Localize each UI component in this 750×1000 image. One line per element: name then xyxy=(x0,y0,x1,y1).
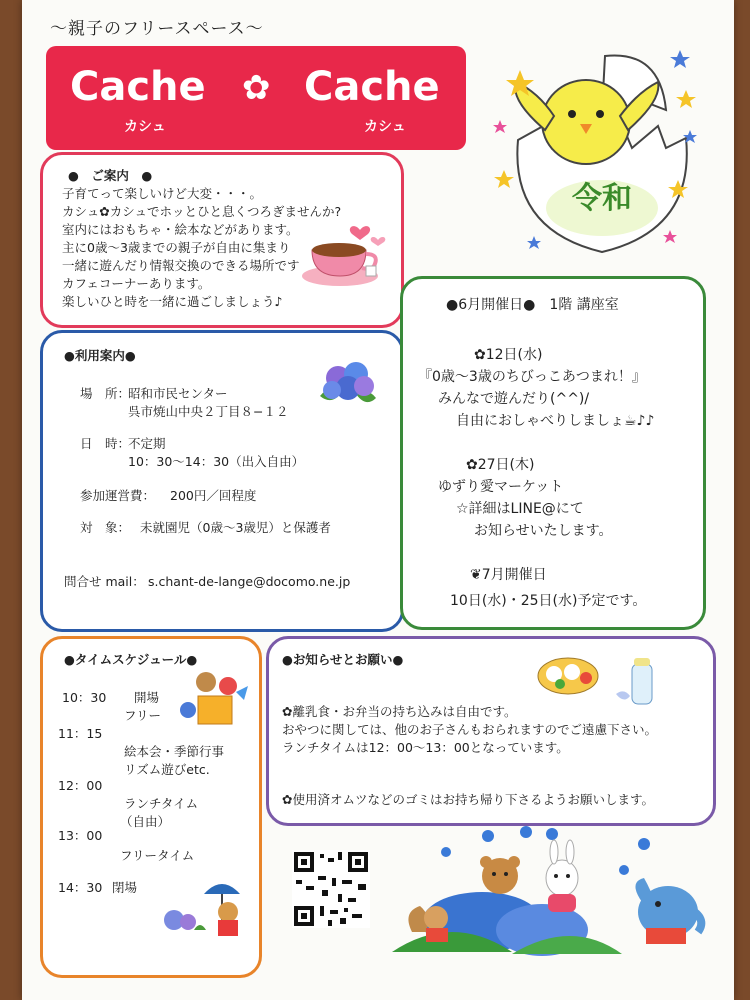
intro-line: 子育てって楽しいけど大変・・・。 xyxy=(62,186,263,201)
animals-hydrangea-illustration xyxy=(392,822,710,962)
bento-box-icon xyxy=(536,654,600,696)
intro-line: 楽しいひと時を一緒に過ごしましょう♪ xyxy=(62,294,283,309)
intro-title: ● ご案内 ● xyxy=(68,168,153,183)
era-label: 令和 xyxy=(572,181,632,216)
schedule-activity: 絵本会・季節行事 xyxy=(124,744,225,759)
event1-line2: みんなで遊んだり(^^)/ xyxy=(438,391,590,407)
flower-icon: ✿ xyxy=(242,68,271,108)
schedule-time: 12：00 xyxy=(58,778,103,793)
event2-line2: ☆詳細はLINE@にて xyxy=(456,501,584,517)
date-line-1: 不定期 xyxy=(128,436,166,451)
qr-code[interactable] xyxy=(292,850,370,928)
notice-line: ✿離乳食・お弁当の持ち込みは自由です。 xyxy=(282,704,517,719)
chick-egg-illustration xyxy=(490,30,710,270)
target-value: 未就園児（0歳〜3歳児）と保護者 xyxy=(140,520,331,535)
schedule-activity: ランチタイム xyxy=(124,796,199,811)
schedule-activity: 開場 xyxy=(134,690,160,705)
title-banner xyxy=(46,46,466,150)
schedule-activity: 閉場 xyxy=(112,880,138,895)
june-events-box xyxy=(400,276,706,630)
fee-label: 参加運営費： xyxy=(80,488,156,503)
schedule-time: 11：15 xyxy=(58,726,103,741)
event1-line1: 『0歳〜3歳のちびっこあつまれ！』 xyxy=(418,369,646,385)
brand-kana-right: カシュ xyxy=(364,119,406,135)
place-line-2: 呉市焼山中央２丁目８−１２ xyxy=(128,404,289,419)
subtitle: 〜親子のフリースペース〜 xyxy=(50,19,264,39)
intro-line: 室内にはおもちゃ・絵本などがあります。 xyxy=(62,222,299,237)
july-dates: 10日(水)・25日(水)予定です。 xyxy=(450,593,647,609)
schedule-activity: リズム遊びetc. xyxy=(124,762,210,777)
toys-illustration xyxy=(178,666,250,730)
intro-line: カシュ✿カシュでホッとひと息くつろぎませんか? xyxy=(62,204,342,219)
contact-label: 問合せ mail： xyxy=(64,574,145,589)
event2-line3: お知らせいたします。 xyxy=(474,523,613,539)
notice-line: おやつに関しては、他のお子さんもおられますのでご遠慮下さい。 xyxy=(282,722,658,737)
umbrella-bear-illustration xyxy=(160,876,252,940)
intro-line: 一緒に遊んだり情報交換のできる場所です xyxy=(62,258,300,273)
event2-line1: ゆずり愛マーケット xyxy=(438,479,564,495)
intro-line: 主に0歳〜3歳までの親子が自由に集まり xyxy=(62,240,291,255)
brand-word-left: Cache xyxy=(70,64,206,110)
schedule-activity: フリー xyxy=(124,708,162,723)
coffee-cup-icon xyxy=(300,222,390,292)
schedule-activity: （自由） xyxy=(120,814,171,829)
place-line-1: 昭和市民センター xyxy=(128,386,228,401)
target-label: 対 象： xyxy=(80,520,131,535)
info-title: ●利用案内● xyxy=(64,348,136,363)
date-label: 日 時： xyxy=(80,436,131,451)
schedule-time: 10：30 xyxy=(62,690,107,705)
june-title: ●6月開催日● 1階 講座室 xyxy=(446,297,619,313)
schedule-time: 14：30 xyxy=(58,880,103,895)
schedule-activity: フリータイム xyxy=(120,848,195,863)
date-line-2: 10：30〜14：30（出入自由） xyxy=(128,454,305,469)
event1-date: ✿12日(水) xyxy=(474,347,543,363)
notice-line: ランチタイムは12：00〜13：00となっています。 xyxy=(282,740,569,755)
event1-line3: 自由におしゃべりしましょ☕♪♪ xyxy=(456,413,655,429)
brand-kana-left: カシュ xyxy=(124,119,166,135)
hydrangea-icon xyxy=(310,356,386,414)
event2-date: ✿27日(木) xyxy=(466,457,535,473)
notice-line: ✿使用済オムツなどのゴミはお持ち帰り下さるようお願いします。 xyxy=(282,792,654,807)
brand-word-right: Cache xyxy=(304,64,440,110)
july-title: ❦7月開催日 xyxy=(470,567,547,583)
contact-email[interactable]: s.chant-de-lange@docomo.ne.jp xyxy=(148,574,351,589)
intro-line: カフェコーナーあります。 xyxy=(62,276,211,291)
schedule-time: 13：00 xyxy=(58,828,103,843)
baby-bottle-icon xyxy=(614,656,658,708)
notice-title: ●お知らせとお願い● xyxy=(282,652,404,667)
schedule-title: ●タイムスケジュール● xyxy=(64,652,198,667)
fee-value: 200円／回程度 xyxy=(170,488,257,503)
place-label: 場 所： xyxy=(80,386,131,401)
